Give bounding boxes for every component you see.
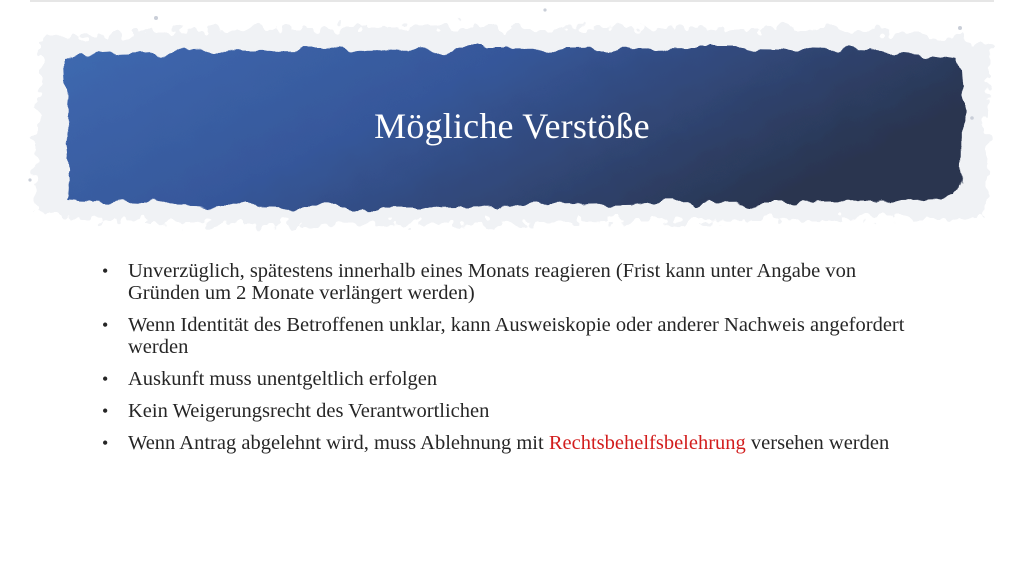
bullet-item [100,314,920,358]
bullet-text: Wenn Identität des Betroffenen unklar, kann Ausweiskopie oder anderer Nachweis angefordert werden [128,314,905,358]
bullet-item [100,400,920,422]
splatter-dot [154,16,158,20]
bullet-item [100,432,920,454]
bullet-list [100,260,920,454]
bullet-item [100,368,920,390]
splatter-dot [543,8,546,11]
bullet-icon: • [102,369,109,389]
bullet-text-before: Wenn Antrag abgelehnt wird, muss Ablehnung mit [128,432,549,454]
bullet-item [100,260,920,304]
bullet-icon: • [102,401,109,421]
bullet-icon: • [102,315,109,335]
slide-title: Mögliche Verstöße [374,106,650,146]
bullet-icon: • [102,433,109,453]
bullet-text: Kein Weigerungsrecht des Verantwortlichen [128,400,490,422]
splatter-dot [28,178,31,181]
bullet-text-after: versehen werden [745,432,890,454]
highlighted-term: Rechtsbehelfsbelehrung [548,432,746,454]
bullet-icon: • [102,261,109,281]
bullet-content [100,260,920,464]
bullet-text: Auskunft muss unentgeltlich erfolgen [128,368,438,390]
splatter-dot [958,26,962,30]
bullet-text: Unverzüglich, spätestens innerhalb eines Monats reagieren (Frist kann unter Angabe von Gründen um 2 Monate verlängert werden) [128,260,857,304]
